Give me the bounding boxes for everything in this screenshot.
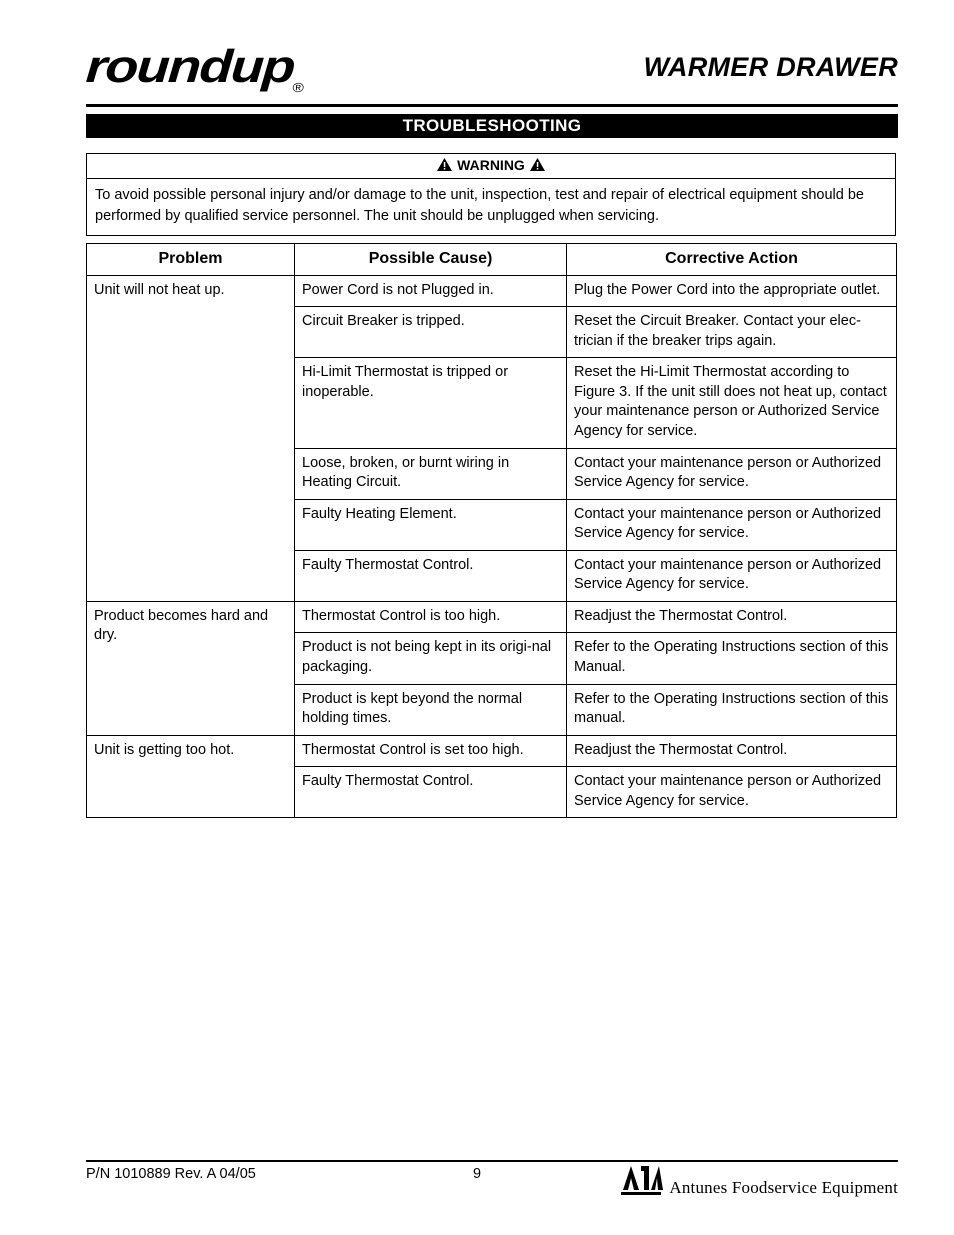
cell-action: Refer to the Operating Instructions section of this manual.: [567, 684, 897, 735]
cell-cause: Thermostat Control is set too high.: [295, 735, 567, 767]
document-header: [84, 40, 898, 106]
cell-action: Contact your maintenance person or Authorized Service Agency for service.: [567, 448, 897, 499]
cell-cause: Loose, broken, or burnt wiring in Heating Circuit.: [295, 448, 567, 499]
cell-action: Contact your maintenance person or Authorized Service Agency for service.: [567, 767, 897, 818]
warning-box: [86, 153, 896, 236]
cell-cause: Faulty Heating Element.: [295, 499, 567, 550]
cell-action: Reset the Hi-Limit Thermostat according to Figure 3. If the unit still does not heat up, contact your maintenance person or Authorized Service Agency for service.: [567, 358, 897, 448]
table-header-row: [87, 244, 897, 276]
cell-cause: Thermostat Control is too high.: [295, 601, 567, 633]
warning-header: [87, 154, 895, 179]
cell-cause: Power Cord is not Plugged in.: [295, 275, 567, 307]
cell-cause: Circuit Breaker is tripped.: [295, 307, 567, 358]
header-divider: [86, 104, 898, 107]
section-title-bar: [86, 114, 898, 138]
column-header-possible-cause: Possible Cause): [295, 244, 567, 276]
cell-problem: Unit will not heat up.: [87, 275, 295, 601]
cell-cause: Faulty Thermostat Control.: [295, 767, 567, 818]
cell-cause: Faulty Thermostat Control.: [295, 550, 567, 601]
column-header-problem: Problem: [87, 244, 295, 276]
cell-action: Plug the Power Cord into the appropriate outlet.: [567, 275, 897, 307]
document-title: WARMER DRAWER: [643, 52, 898, 82]
section-title: TROUBLESHOOTING: [402, 116, 582, 135]
cell-cause: Product is kept beyond the normal holding times.: [295, 684, 567, 735]
footer-page-number: 9: [472, 1166, 482, 1182]
cell-action: Reset the Circuit Breaker. Contact your elec-trician if the breaker trips again.: [567, 307, 897, 358]
cell-cause: Product is not being kept in its origi-nal packaging.: [295, 633, 567, 684]
table-row: [87, 275, 897, 307]
cell-cause: Hi-Limit Thermostat is tripped or inoperable.: [295, 358, 567, 448]
antunes-brand: [619, 1160, 898, 1200]
table-row: [87, 735, 897, 767]
footer-brand-text: Antunes Foodservice Equipment: [669, 1178, 898, 1197]
column-header-corrective-action: Corrective Action: [567, 244, 897, 276]
warning-label: WARNING: [457, 157, 525, 173]
roundup-logo: [84, 40, 326, 96]
warning-triangle-icon-left: [437, 158, 452, 174]
cell-action: Contact your maintenance person or Authorized Service Agency for service.: [567, 499, 897, 550]
cell-action: Refer to the Operating Instructions section of this Manual.: [567, 633, 897, 684]
troubleshooting-table: [86, 243, 897, 818]
cell-action: Readjust the Thermostat Control.: [567, 735, 897, 767]
cell-problem: Product becomes hard and dry.: [87, 601, 295, 735]
table-row: [87, 601, 897, 633]
cell-action: Readjust the Thermostat Control.: [567, 601, 897, 633]
logo-wordmark: roundup: [84, 40, 296, 93]
table-body: [87, 275, 897, 818]
antunes-logo-icon: [619, 1160, 663, 1200]
cell-problem: Unit is getting too hot.: [87, 735, 295, 818]
footer-part-number: P/N 1010889 Rev. A 04/05: [86, 1166, 256, 1182]
warning-text: To avoid possible personal injury and/or damage to the unit, inspection, test and repair of electrical equipment should be performed by qualified service personnel. The unit should be unplugged when servicing.: [95, 187, 864, 225]
registered-trademark-icon: ®: [292, 80, 303, 96]
cell-action: Contact your maintenance person or Authorized Service Agency for service.: [567, 550, 897, 601]
warning-triangle-icon-right: [530, 158, 545, 174]
